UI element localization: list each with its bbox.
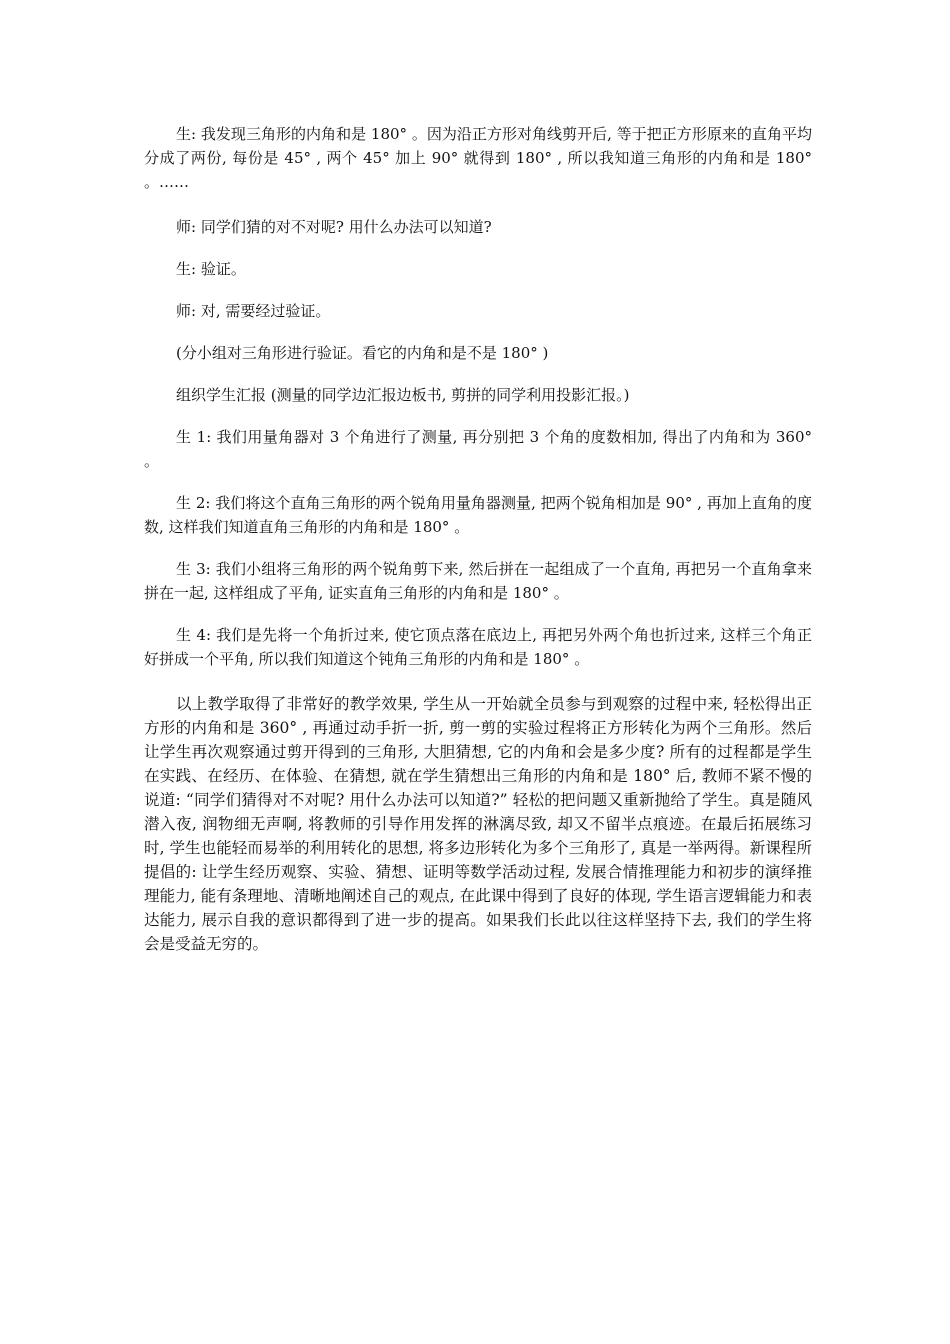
paragraph-teacher-confirm: 师: 对, 需要经过验证。 [176, 302, 331, 320]
document-page [144, 122, 812, 956]
paragraph-teacher-question: 师: 同学们猜的对不对呢? 用什么办法可以知道? [176, 218, 492, 236]
paragraph-reflection: 以上教学取得了非常好的教学效果, 学生从一开始就全员参与到观察的过程中来, 轻松得出正方形的内角和是 360° , 再通过动手折一折, 剪一剪的实验过程将正方形转化为两个三角形。然后让学生再次观察通过剪开得到的三角形, 大胆猜想, 它的内角和会是多少度? 所有的过程都是学生在实践、在经历、在体验、在猜想, 就在学生猜想出三角形的内角和是 180° 后, 教师不紧不慢的说道: “同学们猜得对不对呢? 用什么办法可以知道?” 轻松的把问题又重新抛给了学生。真是随风潜入夜, 润物细无声啊, 将教师的引导作用发挥的淋漓尽致, 却又不留半点痕迹。在最后拓展练习时, 学生也能轻而易举的利用转化的思想, 将多边形转化为多个三角形了, 真是一举两得。新课程所提倡的: 让学生经历观察、实验、猜想、证明等数学活动过程, 发展合情推理能力和初步的演绎推理能力, 能有条理地、清晰地阐述自己的观点, 在此课中得到了良好的体现, 学生语言逻辑能力和表达能力, 展示自我的意识都得到了进一步的提高。如果我们长此以往这样坚持下去, 我们的学生将会是受益无穷的。 [144, 695, 812, 953]
paragraph-student-verify: 生: 验证。 [176, 260, 246, 278]
paragraph-student-4: 生 4: 我们是先将一个角折过来, 使它顶点落在底边上, 再把另外两个角也折过来, 这样三个角正好拼成一个平角, 所以我们知道这个钝角三角形的内角和是 180° 。 [144, 626, 812, 668]
paragraph-student-3: 生 3: 我们小组将三角形的两个锐角剪下来, 然后拼在一起组成了一个直角, 再把另一个直角拿来拼在一起, 这样组成了平角, 证实直角三角形的内角和是 180° 。 [144, 560, 812, 602]
paragraph-organize-report: 组织学生汇报 (测量的同学边汇报边板书, 剪拼的同学利用投影汇报。) [176, 386, 630, 404]
paragraph-student-1: 生 1: 我们用量角器对 3 个角进行了测量, 再分别把 3 个角的度数相加, 得出了内角和为 360° 。 [144, 428, 812, 470]
paragraph-group-verification: (分小组对三角形进行验证。看它的内角和是不是 180° ) [176, 344, 549, 362]
paragraph-student-2: 生 2: 我们将这个直角三角形的两个锐角用量角器测量, 把两个锐角相加是 90° , 再加上直角的度数, 这样我们知道直角三角形的内角和是 180° 。 [144, 494, 812, 536]
paragraph-student-discovery: 生: 我发现三角形的内角和是 180° 。因为沿正方形对角线剪开后, 等于把正方形原来的直角平均分成了两份, 每份是 45° , 两个 45° 加上 90° 就得到 180° , 所以我知道三角形的内角和是 180° 。…… [144, 125, 812, 191]
